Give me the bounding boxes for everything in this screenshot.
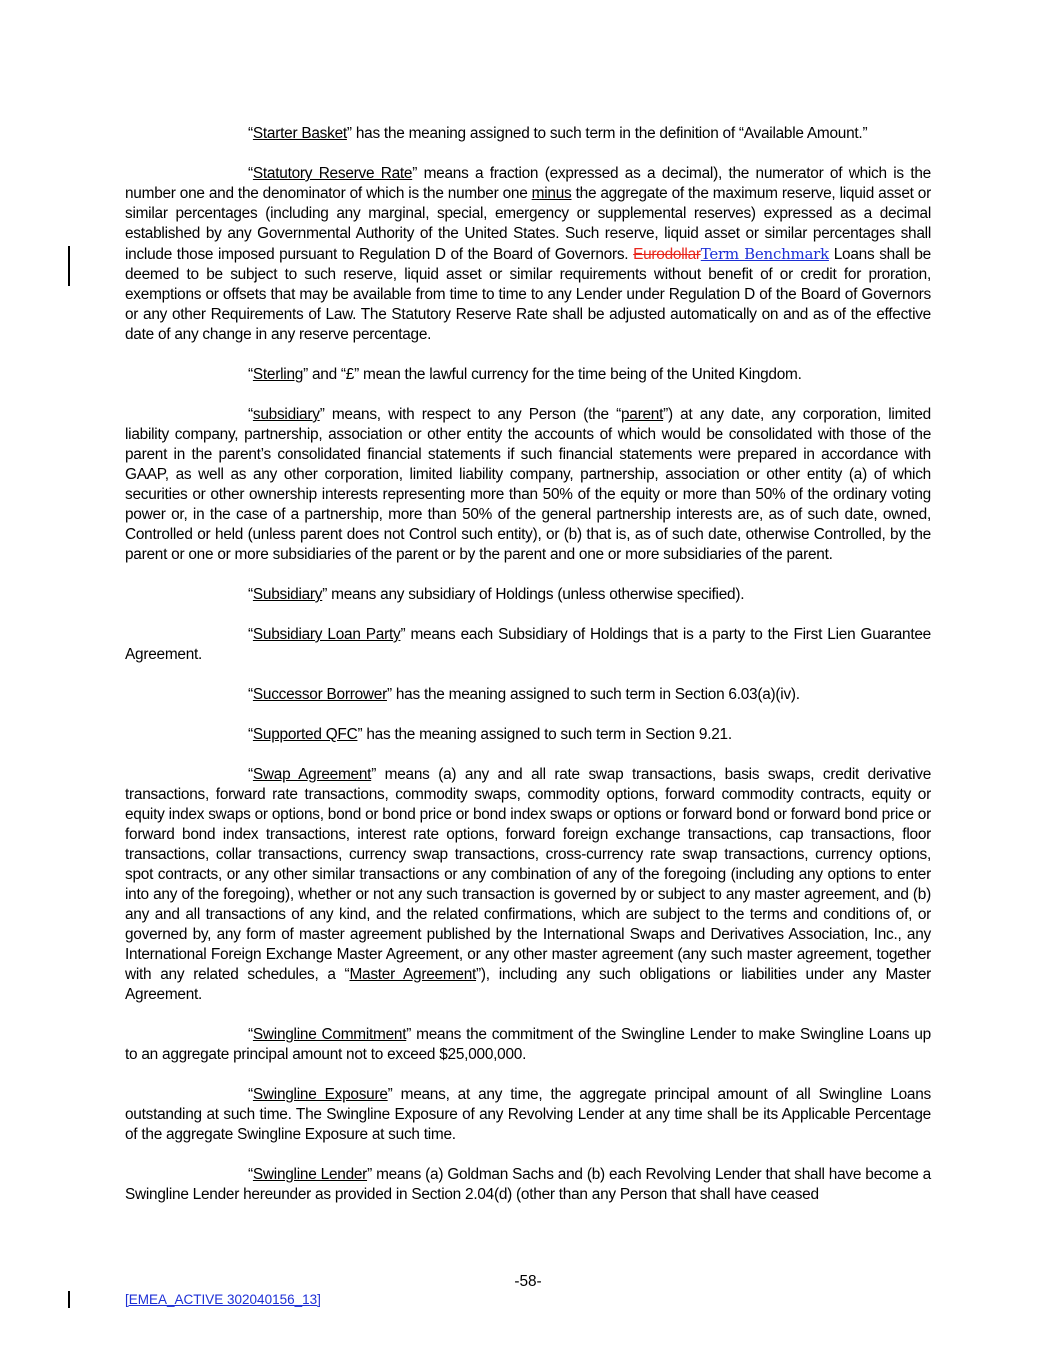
defined-term: Sterling bbox=[252, 366, 304, 383]
definition-text: has the meaning assigned to such term in the definition of “Available Amount.” bbox=[351, 125, 868, 142]
definition-swingline-exposure bbox=[125, 1085, 931, 1145]
master-agreement-term: Master Agreement bbox=[349, 966, 477, 983]
definition-supported-qfc bbox=[125, 725, 931, 745]
definition-text: means the commitment of the Swingline Lender to make Swingline Loans up to an aggregate principal amount not to exceed $25,000,000. bbox=[125, 1026, 931, 1063]
close-quote: ” bbox=[346, 125, 352, 142]
definition-text: ”) at any date, any corporation, limited liability company, partnership, association or other entity the accounts of which would be consolidated with those of the parent in the parent’s consolidated financial statements if such financial statements were prepared in accordance with GAAP, as well as any other corporation, limited liability company, partnership, association or other entity (a) of which securities or other ownership interests representing more than 50% of the equity or more than 50% of the ordinary voting power or, in the case of a partnership, more than 50% of the general partnership interests are, as of such date, owned, Controlled or held (unless parent does not Control such entity), or (b) that is, as of such date, otherwise Controlled, by the parent or one or more subsidiaries of the parent or by the parent and one or more subsidiaries of the parent. bbox=[125, 406, 931, 563]
open-quote: “ bbox=[248, 1086, 253, 1103]
open-quote: “ bbox=[248, 686, 253, 703]
definition-text: Loans shall be deemed to be subject to such reserve, liquid asset or similar requirements without benefit of or credit for proration, exemptions or offsets that may be available from time to time to any Lender under Regulation D of the Board of Governors or any other Requirements of Law. The Statutory Reserve Rate shall be adjusted automatically on and as of the effective date of any change in any reserve percentage. bbox=[125, 246, 931, 343]
defined-term: Swap Agreement bbox=[252, 766, 372, 783]
open-quote: “ bbox=[248, 165, 253, 182]
parent-term: parent bbox=[620, 406, 664, 423]
defined-term: subsidiary bbox=[252, 406, 320, 423]
defined-term: Subsidiary bbox=[252, 586, 323, 603]
definition-subsidiary-lowercase bbox=[125, 405, 931, 565]
definition-subsidiary-loan-party bbox=[125, 625, 931, 665]
close-quote: ” bbox=[406, 1026, 412, 1043]
definition-text: means a fraction (expressed as a decimal), the numerator of which is the number one and the denominator of which is the number one bbox=[125, 165, 931, 202]
defined-term: Successor Borrower bbox=[252, 686, 387, 703]
close-quote: ” bbox=[387, 1086, 393, 1103]
definition-text: means, at any time, the aggregate principal amount of all Swingline Loans outstanding at such time. The Swingline Exposure of any Revolving Lender at any time shall be its Applicable Percentage of the aggregate Swingline Exposure at such time. bbox=[125, 1086, 932, 1143]
definition-subsidiary bbox=[125, 585, 931, 605]
open-quote: “ bbox=[248, 586, 253, 603]
open-quote: “ bbox=[248, 125, 253, 142]
inserted-text: Term Benchmark bbox=[700, 245, 829, 263]
definition-text: has the meaning assigned to such term in Section 9.21. bbox=[362, 726, 732, 743]
open-quote: “ bbox=[248, 766, 253, 783]
open-quote: “ bbox=[248, 1026, 253, 1043]
open-quote: “ bbox=[248, 406, 253, 423]
open-quote: “ bbox=[248, 626, 253, 643]
close-quote: ” bbox=[367, 1166, 372, 1183]
defined-term: Supported QFC bbox=[252, 726, 358, 743]
definition-text: means (a) Goldman Sachs and (b) each Revolving Lender that shall have become a Swingline Lender hereunder as provided in Section 2.04(d) (other than any Person that shall have ceased bbox=[125, 1166, 931, 1203]
document-body bbox=[125, 124, 931, 1225]
definition-swap-agreement bbox=[125, 765, 931, 1005]
definition-text: means any subsidiary of Holdings (unless otherwise specified). bbox=[327, 586, 745, 603]
minus-term: minus bbox=[531, 185, 572, 202]
defined-term: Statutory Reserve Rate bbox=[252, 165, 413, 182]
definition-text: means (a) any and all rate swap transactions, basis swaps, credit derivative transactions, forward rate transactions, commodity swaps, commodity options, forward commodity contracts, equity or equity index swaps or options, bond or bond price or bond index swaps or options or forward bond or forward bond price or forward bond index transactions, interest rate options, forward foreign exchange transactions, cap transactions, floor transactions, collar transactions, currency swap transactions, cross-currency rate swap transactions, currency options, spot contracts, or any other similar transactions or any combination of any of the foregoing (including any options to enter into any of the foregoing), whether or not any such transaction is governed by or subject to any master agreement, and (b) any and all transactions of any kind, and the related confirmations, which are subject to the terms and conditions of, or governed by, any form of master agreement published by the International Swaps and Derivatives Association, Inc., any International Foreign Exchange Master Agreement, or any other master agreement (any such master agreement, together with any related schedules, a “ bbox=[125, 766, 931, 983]
open-quote: “ bbox=[248, 366, 253, 383]
footer-change-bar bbox=[68, 1291, 70, 1308]
definition-text: means each Subsidiary of Holdings that is a party to the First Lien Guarantee Agreement. bbox=[125, 626, 931, 663]
definition-statutory-reserve-rate bbox=[125, 164, 931, 345]
close-quote: ” bbox=[371, 766, 377, 783]
definition-text: ”), including any such obligations or liabilities under any Master Agreement. bbox=[125, 966, 931, 1003]
definition-swingline-lender bbox=[125, 1165, 931, 1205]
definition-text: the aggregate of the maximum reserve, liquid asset or similar percentages (including any marginal, special, emergency or supplemental reserves) expressed as a decimal established by any Governmental Authority of the United States. Such reserve, liquid asset or similar percentages shall include those imposed pursuant to Regulation D of the Board of Governors. bbox=[125, 185, 931, 263]
close-quote: ” bbox=[322, 586, 328, 603]
definition-text: ” means, with respect to any Person (the “ bbox=[319, 406, 621, 423]
definition-successor-borrower bbox=[125, 685, 931, 705]
open-quote: “ bbox=[248, 1166, 253, 1183]
definition-sterling bbox=[125, 365, 931, 385]
open-quote: “ bbox=[248, 726, 253, 743]
close-quote: ” bbox=[412, 165, 418, 182]
defined-term: Swingline Commitment bbox=[252, 1026, 407, 1043]
close-quote: ” bbox=[400, 626, 406, 643]
definition-starter-basket bbox=[125, 124, 931, 144]
close-quote: ” bbox=[357, 726, 363, 743]
defined-term: Starter Basket bbox=[252, 125, 347, 142]
change-bar bbox=[68, 246, 70, 286]
definition-text: ” and “£” mean the lawful currency for the time being of the United Kingdom. bbox=[303, 366, 802, 383]
close-quote: ” bbox=[386, 686, 392, 703]
definition-text: has the meaning assigned to such term in Section 6.03(a)(iv). bbox=[391, 686, 800, 703]
deleted-text: Eurodollar bbox=[633, 246, 701, 263]
document-id-link[interactable]: [EMEA_ACTIVE 302040156_13] bbox=[125, 1292, 321, 1307]
defined-term: Swingline Exposure bbox=[252, 1086, 388, 1103]
defined-term: Subsidiary Loan Party bbox=[252, 626, 401, 643]
definition-swingline-commitment bbox=[125, 1025, 931, 1065]
page-number: -58- bbox=[514, 1273, 542, 1290]
defined-term: Swingline Lender bbox=[252, 1166, 368, 1183]
